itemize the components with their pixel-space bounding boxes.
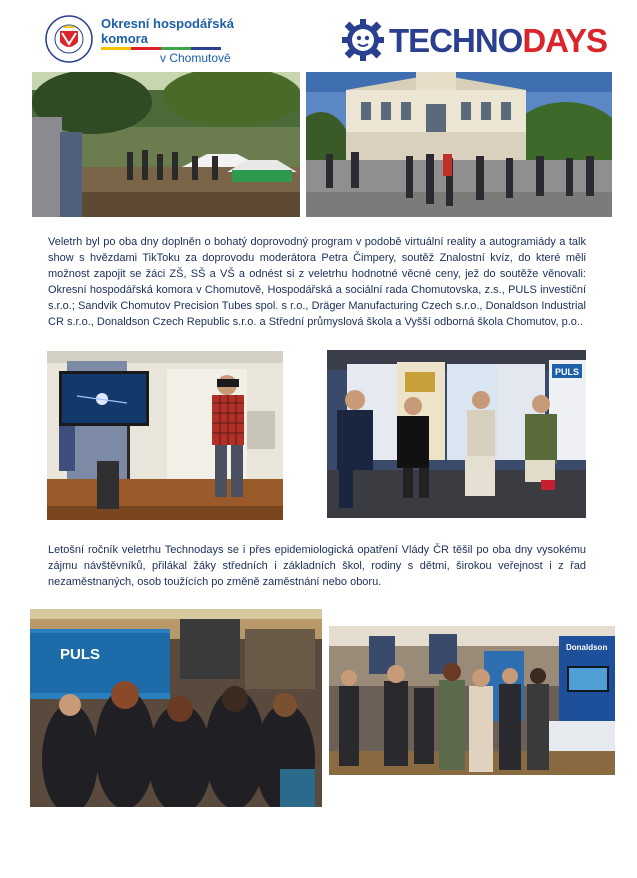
photo-donaldson-booth bbox=[329, 626, 615, 775]
paragraph-attendance: Letošní ročník veletrhu Technodays se i přes epidemiologická opatření Vlády ČR těšil po oba dny vysokému zájmu návštěvníků, přilákal žáky středních i základních škol, rodiny s dětmi, širokou veřejnost i z řad nezaměstnaných, osob toužících po změně zaměstnání nebo oboru. bbox=[48, 544, 586, 588]
photo-chateau-crowd bbox=[306, 72, 612, 217]
puls-banner-text: PULS bbox=[60, 646, 101, 663]
chamber-seal-text bbox=[44, 64, 45, 65]
puls-logo-text: PULS bbox=[555, 367, 580, 377]
donaldson-banner-text: Donaldson bbox=[566, 643, 608, 652]
photo-outdoor-booths bbox=[32, 72, 300, 217]
gear-robot-icon bbox=[342, 19, 384, 61]
technodays-logo bbox=[342, 19, 607, 63]
photo-talk-show bbox=[327, 350, 586, 518]
technodays-techno: TECHNO bbox=[389, 22, 523, 59]
photo-puls-booth bbox=[30, 609, 322, 807]
chamber-city: v Chomutově bbox=[160, 51, 231, 65]
chamber-name-line1: Okresní hospodářská bbox=[101, 16, 234, 31]
chamber-seal-icon bbox=[44, 14, 94, 64]
chamber-name-line2: komora bbox=[101, 31, 148, 46]
color-stripe bbox=[101, 47, 221, 50]
chamber-logo bbox=[44, 14, 234, 64]
technodays-days: DAYS bbox=[522, 22, 607, 59]
paragraph-program: Veletrh byl po oba dny doplněn o bohatý doprovodný program v podobě virtuální reality a autogramiády a talk show s hvězdami TikToku za doprovodu moderátora Petra Čimpery, soutěž Znalostní kvíz, do které měli možnost zapojit se žáci ZŠ, SŠ a VŠ a odnést si z veletrhu hodnotné věcné ceny, jež do soutěže věnovali: Okresní hospodářská komora v Chomutově, Hospodářská a sociální rada Chomutovska, z.s., PULS investiční s.r.o.; Sandvik Chomutov Precision Tubes spol. s r.o., Dräger Manufacturing Czech s.r.o., Donaldson Industrial CR s.r.o., Donaldson Czech Republic s.r.o. a Střední průmyslová škola a Vyšší odborná škola Chomutov, p.o.. bbox=[48, 236, 586, 328]
photo-virtual-reality bbox=[47, 351, 283, 520]
